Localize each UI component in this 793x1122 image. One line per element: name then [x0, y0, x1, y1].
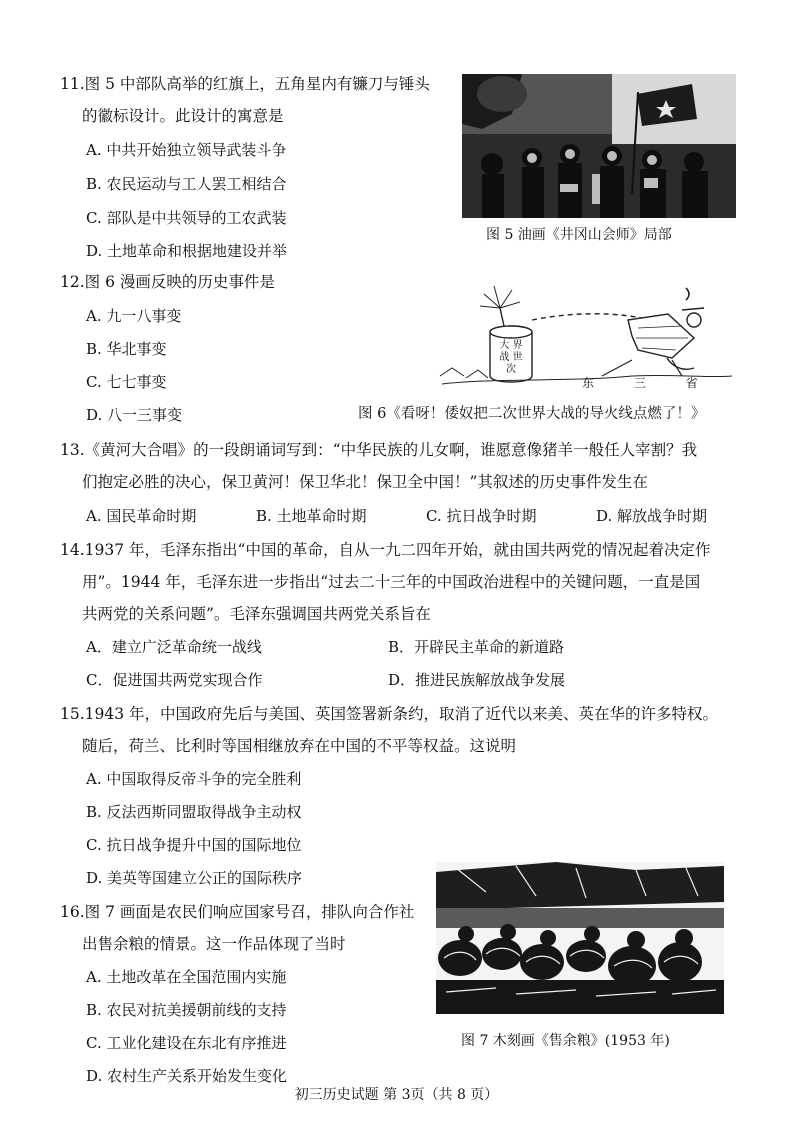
q11-option-d[interactable]: D. 土地革命和根据地建设并举: [86, 242, 288, 260]
q14-stem-line3: 共两党的关系问题”。毛泽东强调国共两党关系旨在: [82, 605, 431, 623]
figure-5-caption: 图 5 油画《井冈山会师》局部: [486, 227, 672, 243]
q13-option-b[interactable]: B. 土地革命时期: [256, 507, 367, 525]
q13-option-c[interactable]: C. 抗日战争时期: [426, 507, 537, 525]
q15-stem-line2: 随后，荷兰、比利时等国相继放弃在中国的不平等权益。这说明: [82, 737, 517, 755]
q15-stem-line1: 15.1943 年，中国政府先后与美国、英国签署新条约，取消了近代以来美、英在华的许多特权。: [60, 705, 719, 723]
q14-option-c[interactable]: C．促进国共两党实现合作: [86, 671, 263, 689]
q11-option-c[interactable]: C. 部队是中共领导的工农武装: [86, 209, 287, 227]
q14-option-b[interactable]: B．开辟民主革命的新道路: [388, 638, 565, 656]
q14-option-d[interactable]: D．推进民族解放战争发展: [388, 671, 566, 689]
figure-6-land-label: 东 三 省: [582, 376, 716, 390]
figure-6-cartoon: [432, 280, 738, 396]
q13-option-d[interactable]: D. 解放战争时期: [596, 507, 708, 525]
q12-option-d[interactable]: D. 八一三事变: [86, 406, 183, 424]
q14-stem-line2: 用”。1944 年，毛泽东进一步指出“过去二十三年的中国政治进程中的关键问题，一直是国: [82, 573, 701, 591]
q12-option-a[interactable]: A. 九一八事变: [86, 307, 182, 325]
q16-option-a[interactable]: A. 土地改革在全国范围内实施: [86, 968, 287, 986]
q12-option-c[interactable]: C. 七七事变: [86, 373, 167, 391]
q11-stem-line1: 11.图 5 中部队高举的红旗上，五角星内有镰刀与锤头: [60, 75, 430, 93]
q13-stem-line2: 们抱定必胜的决心，保卫黄河！保卫华北！保卫全中国！”其叙述的历史事件发生在: [82, 473, 648, 491]
page-footer: 初三历史试题 第 3页（共 8 页）: [294, 1087, 499, 1103]
q11-option-a[interactable]: A. 中共开始独立领导武装斗争: [86, 141, 287, 159]
q16-stem-line1: 16.图 7 画面是农民们响应国家号召，排队向合作社: [60, 903, 415, 921]
figure-6-barrel-label: 大 界 战 世 次: [499, 340, 523, 375]
q15-option-d[interactable]: D. 美英等国建立公正的国际秩序: [86, 869, 303, 887]
q15-option-b[interactable]: B. 反法西斯同盟取得战争主动权: [86, 803, 302, 821]
q13-option-a[interactable]: A. 国民革命时期: [86, 507, 197, 525]
figure-6-caption: 图 6《看呀！倭奴把二次世界大战的导火线点燃了！》: [358, 406, 706, 422]
q14-option-a[interactable]: A．建立广泛革命统一战线: [86, 638, 262, 656]
q16-option-c[interactable]: C. 工业化建设在东北有序推进: [86, 1034, 287, 1052]
q11-option-b[interactable]: B. 农民运动与工人罢工相结合: [86, 175, 287, 193]
q11-stem-line2: 的徽标设计。此设计的寓意是: [82, 107, 284, 125]
q14-stem-line1: 14.1937 年，毛泽东指出“中国的革命，自从一九二四年开始，就由国共两党的情况起着决定作: [60, 541, 711, 559]
figure-7-caption: 图 7 木刻画《售余粮》(1953 年): [461, 1033, 670, 1049]
q16-option-d[interactable]: D. 农村生产关系开始发生变化: [86, 1067, 288, 1085]
figure-7-woodcut: [436, 862, 724, 1014]
q12-option-b[interactable]: B. 华北事变: [86, 340, 167, 358]
q16-stem-line2: 出售余粮的情景。这一作品体现了当时: [82, 935, 346, 953]
q15-option-c[interactable]: C. 抗日战争提升中国的国际地位: [86, 836, 302, 854]
q12-stem: 12.图 6 漫画反映的历史事件是: [60, 273, 275, 291]
figure-5-oil-painting: [462, 74, 736, 218]
q13-stem-line1: 13.《黄河大合唱》的一段朗诵词写到：“中华民族的儿女啊，谁愿意像猪羊一般任人宰割？我: [60, 441, 698, 459]
q15-option-a[interactable]: A. 中国取得反帝斗争的完全胜利: [86, 770, 302, 788]
q16-option-b[interactable]: B. 农民对抗美援朝前线的支持: [86, 1001, 287, 1019]
